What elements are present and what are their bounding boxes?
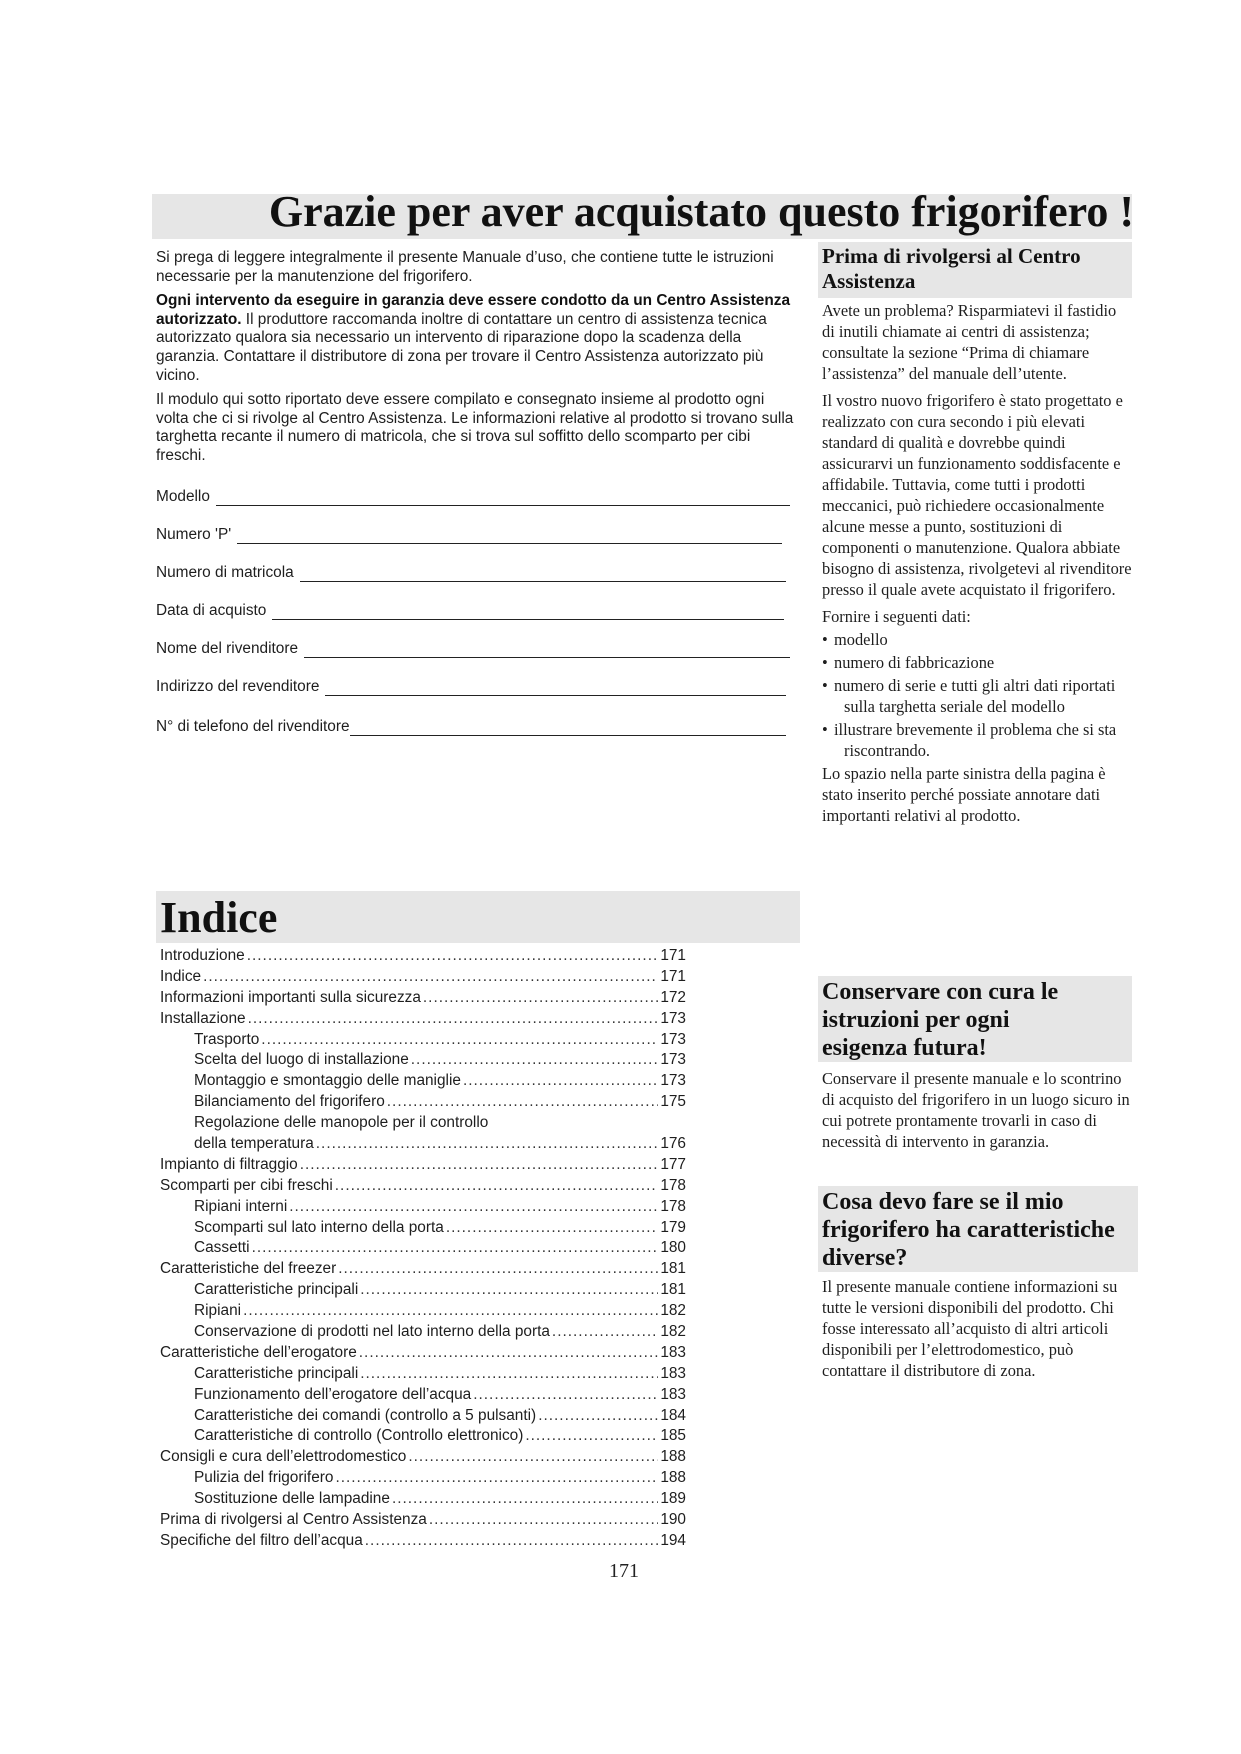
toc-entry-page: 182 xyxy=(660,1302,686,1320)
section-paragraph: Conservare il presente manuale e lo scontrino di acquisto del frigorifero in un luogo sicuro in cui potrete prontamente trovarli in caso di necessità di intervento in garanzia. xyxy=(822,1069,1130,1151)
form-label: Nome del rivenditore xyxy=(156,640,299,657)
toc-entry-label: Cassetti xyxy=(194,1239,250,1257)
toc-leader-dots xyxy=(245,947,659,965)
toc-entry-label: Caratteristiche del freezer xyxy=(160,1260,337,1278)
list-item: • modello xyxy=(822,629,1132,650)
toc-entry-page: 188 xyxy=(660,1448,686,1466)
toc-leader-dots xyxy=(357,1344,659,1362)
toc-entry-label: Caratteristiche di controllo (Controllo elettronico) xyxy=(194,1427,524,1445)
toc-leader-dots xyxy=(406,1448,658,1466)
toc-entry-page: 185 xyxy=(660,1427,686,1445)
form-field-modello xyxy=(156,486,790,506)
toc-entry-page: 183 xyxy=(660,1385,686,1403)
section-paragraph: Il vostro nuovo frigorifero è stato progettato e realizzato con cura secondo i più elevati standard di qualità e dovrebbe quindi assicurarvi un funzionamento soddisfacente e affidabile. Tuttavia, come tutti i prodotti meccanici, può richiedere occasionalmente alcune messe a punto, sostituzioni di componenti o manutenzione. Qualora abbiate bisogno di assistenza, rivolgetevi al rivenditore presso il quale avete acquistato il frigorifero. xyxy=(822,391,1132,599)
toc-entry-label: Montaggio e smontaggio delle maniglie xyxy=(194,1072,461,1090)
toc-entry xyxy=(160,989,686,1010)
toc-entry-page: 171 xyxy=(660,967,686,985)
form-label: Data di acquisto xyxy=(156,602,267,619)
toc-entry xyxy=(160,1511,686,1532)
form-field-telefono-rivenditore xyxy=(156,716,786,736)
toc-entry-label: Impianto di filtraggio xyxy=(160,1155,298,1173)
toc-entry-page: 173 xyxy=(660,1051,686,1069)
toc-entry-page: 179 xyxy=(660,1218,686,1236)
toc-entry-label: Ripiani interni xyxy=(194,1197,288,1215)
toc-leader-dots xyxy=(421,989,658,1007)
intro-paragraph-2 xyxy=(156,292,796,385)
toc-leader-dots xyxy=(358,1365,658,1383)
toc-entry xyxy=(160,1051,686,1072)
toc-leader-dots xyxy=(444,1219,659,1237)
section-paragraph: Fornire i seguenti dati: xyxy=(822,607,971,626)
toc-entry-page: 183 xyxy=(660,1343,686,1361)
toc-entry-label: Informazioni importanti sulla sicurezza xyxy=(160,988,421,1006)
toc-entry xyxy=(160,1010,686,1031)
section-paragraph: Lo spazio nella parte sinistra della pagina è stato inserito perché possiate annotare dati importanti relativi al prodotto. xyxy=(822,764,1106,825)
intro-paragraph-1: Si prega di leggere integralmente il presente Manuale d’uso, che contiene tutte le istruzioni necessarie per la manutenzione del frigorifero. xyxy=(156,249,774,285)
toc-entry-page: 172 xyxy=(660,988,686,1006)
toc-entry xyxy=(160,1407,686,1428)
toc-entry-page: 189 xyxy=(660,1490,686,1508)
toc-entry-page: 176 xyxy=(660,1135,686,1153)
section-heading-centro-assistenza: Prima di rivolgersi al Centro Assistenza xyxy=(818,242,1132,298)
section-heading-conservare: Conservare con cura le istruzioni per ogni esigenza futura! xyxy=(818,976,1132,1062)
toc-entry-label: Caratteristiche principali xyxy=(194,1364,359,1382)
page-number: 171 xyxy=(609,1560,639,1582)
toc-entry-label: Scelta del luogo di installazione xyxy=(194,1051,409,1069)
table-of-contents xyxy=(160,947,686,1553)
toc-leader-dots xyxy=(333,1469,658,1487)
toc-entry-page: 173 xyxy=(660,1009,686,1027)
toc-entry xyxy=(160,1135,686,1156)
toc-leader-dots xyxy=(336,1260,658,1278)
toc-entry xyxy=(160,1031,686,1052)
section-caratteristiche xyxy=(822,1276,1132,1387)
toc-leader-dots xyxy=(390,1490,658,1508)
section-paragraph: Avete un problema? Risparmiatevi il fastidio di inutili chiamate ai centri di assistenza; consultate la sezione “Prima di chiamare l’assistenza” del manuale dell’utente. xyxy=(822,301,1117,383)
bullet-icon: • xyxy=(822,720,828,739)
toc-entry-label: Bilanciamento del frigorifero xyxy=(194,1093,385,1111)
toc-leader-dots xyxy=(363,1532,659,1550)
toc-entry xyxy=(160,1427,686,1448)
toc-leader-dots xyxy=(250,1239,659,1257)
form-input-line[interactable] xyxy=(237,529,782,544)
toc-entry-page: 178 xyxy=(660,1197,686,1215)
toc-leader-dots xyxy=(536,1407,658,1425)
toc-entry-label: Installazione xyxy=(160,1009,246,1027)
form-input-line[interactable] xyxy=(304,643,790,658)
toc-entry-page: 180 xyxy=(660,1239,686,1257)
toc-entry-label: Caratteristiche dei comandi (controllo a 5 pulsanti) xyxy=(194,1406,537,1424)
toc-entry xyxy=(160,1260,686,1281)
form-input-line[interactable] xyxy=(300,567,786,582)
toc-entry-page: 183 xyxy=(660,1364,686,1382)
intro-section xyxy=(156,249,796,472)
form-field-data-acquisto xyxy=(156,600,784,620)
section-paragraph: Il presente manuale contiene informazioni su tutte le versioni disponibili del prodotto. Chi fosse interessato all’acquisto di altri articoli disponibili per l’elettrodomestico, può contattare il distributore di zona. xyxy=(822,1277,1118,1380)
toc-entry xyxy=(160,1386,686,1407)
list-item: • numero di serie e tutti gli altri dati riportati sulla targhetta seriale del modello xyxy=(822,675,1132,717)
toc-entry-page: 181 xyxy=(660,1281,686,1299)
toc-entry-page: 181 xyxy=(660,1260,686,1278)
toc-leader-dots xyxy=(358,1281,658,1299)
toc-entry-label: Trasporto xyxy=(194,1030,260,1048)
toc-entry xyxy=(160,1219,686,1240)
toc-entry-label: Introduzione xyxy=(160,947,245,964)
toc-entry xyxy=(160,968,686,989)
toc-entry-label: Regolazione delle manopole per il controllo xyxy=(194,1114,489,1132)
toc-leader-dots xyxy=(314,1135,659,1153)
toc-entry xyxy=(160,1344,686,1365)
toc-entry-page: 173 xyxy=(660,1072,686,1090)
toc-entry xyxy=(160,1093,686,1114)
toc-entry-label: Caratteristiche dell’erogatore xyxy=(160,1343,357,1361)
toc-entry-label: Caratteristiche principali xyxy=(194,1281,359,1299)
form-input-line[interactable] xyxy=(350,721,786,736)
toc-entry-label: Sostituzione delle lampadine xyxy=(194,1490,390,1508)
section-centro-assistenza xyxy=(822,300,1132,832)
toc-entry-label: Pulizia del frigorifero xyxy=(194,1469,334,1487)
data-list xyxy=(822,629,1132,761)
warranty-notice: Ogni intervento da eseguire in garanzia deve essere condotto da un Centro Assistenza autorizzato. xyxy=(156,292,791,328)
toc-entry-page: 175 xyxy=(660,1093,686,1111)
toc-entry xyxy=(160,1365,686,1386)
form-input-line[interactable] xyxy=(272,605,784,620)
section-heading-caratteristiche: Cosa devo fare se il mio frigorifero ha caratteristiche diverse? xyxy=(818,1186,1138,1272)
toc-entry xyxy=(160,1177,686,1198)
section-conservare xyxy=(822,1068,1132,1158)
toc-entry-label: Funzionamento dell’erogatore dell’acqua xyxy=(194,1385,472,1403)
toc-entry xyxy=(160,1114,686,1135)
toc-entry xyxy=(160,1198,686,1219)
form-label: N° di telefono del rivenditore xyxy=(156,718,350,735)
toc-leader-dots xyxy=(246,1010,659,1028)
toc-entry-label: della temperatura xyxy=(194,1135,314,1153)
toc-entry-page: 171 xyxy=(660,947,686,964)
toc-leader-dots xyxy=(333,1177,659,1195)
toc-leader-dots xyxy=(427,1511,658,1529)
toc-entry-label: Ripiani xyxy=(194,1302,242,1320)
toc-entry-page: 184 xyxy=(660,1406,686,1424)
bullet-icon: • xyxy=(822,630,828,649)
form-label: Numero di matricola xyxy=(156,564,294,581)
toc-leader-dots xyxy=(298,1156,659,1174)
intro-paragraph-2-rest: Il produttore raccomanda inoltre di contattare un centro di assistenza tecnica autorizzato qualora sia necessario un intervento di riparazione dopo la scadenza della garanzia. Contattare il distributore di zona per trovare il Centro Assistenza autorizzato più vicino. xyxy=(156,310,767,384)
form-label: Indirizzo del revenditore xyxy=(156,678,320,695)
toc-entry xyxy=(160,1072,686,1093)
toc-entry xyxy=(160,1448,686,1469)
form-input-line[interactable] xyxy=(216,491,790,506)
toc-entry xyxy=(160,1302,686,1323)
toc-entry-page: 194 xyxy=(660,1531,686,1549)
toc-entry-label: Scomparti per cibi freschi xyxy=(160,1176,333,1194)
toc-leader-dots xyxy=(259,1031,658,1049)
toc-leader-dots xyxy=(550,1323,658,1341)
toc-entry-page: 178 xyxy=(660,1176,686,1194)
toc-entry xyxy=(160,947,686,968)
toc-entry xyxy=(160,1532,686,1553)
toc-entry xyxy=(160,1490,686,1511)
toc-leader-dots xyxy=(461,1072,658,1090)
toc-leader-dots xyxy=(385,1093,659,1111)
toc-entry-page: 188 xyxy=(660,1469,686,1487)
page-title: Grazie per aver acquistato questo frigorifero ! xyxy=(268,187,1134,236)
toc-entry xyxy=(160,1239,686,1260)
form-input-line[interactable] xyxy=(325,681,786,696)
form-field-numero-p xyxy=(156,524,782,544)
toc-entry xyxy=(160,1281,686,1302)
list-item: • illustrare brevemente il problema che si sta riscontrando. xyxy=(822,719,1132,761)
toc-leader-dots xyxy=(201,968,658,986)
form-field-indirizzo-rivenditore xyxy=(156,676,786,696)
toc-leader-dots xyxy=(523,1427,658,1445)
toc-leader-dots xyxy=(287,1198,658,1216)
toc-entry-label: Prima di rivolgersi al Centro Assistenza xyxy=(160,1511,427,1529)
toc-entry-page: 190 xyxy=(660,1511,686,1529)
toc-leader-dots xyxy=(409,1051,659,1069)
intro-paragraph-3: Il modulo qui sotto riportato deve essere compilato e consegnato insieme al prodotto ogni volta che ci si rivolge al Centro Assistenza. Le informazioni relative al prodotto si trovano sulla targhetta recante il numero di matricola, che si trova sul soffitto dello scomparto per cibi freschi. xyxy=(156,391,794,464)
toc-entry-label: Indice xyxy=(160,967,202,985)
toc-entry-page: 173 xyxy=(660,1030,686,1048)
bullet-icon: • xyxy=(822,676,828,695)
toc-entry-label: Consigli e cura dell’elettrodomestico xyxy=(160,1448,407,1466)
form-field-nome-rivenditore xyxy=(156,638,790,658)
list-item: • numero di fabbricazione xyxy=(822,652,1132,673)
toc-leader-dots xyxy=(241,1302,658,1320)
toc-leader-dots xyxy=(471,1386,658,1404)
bullet-icon: • xyxy=(822,653,828,672)
form-field-numero-matricola xyxy=(156,562,786,582)
form-label: Numero 'P' xyxy=(156,526,232,543)
toc-entry-label: Specifiche del filtro dell’acqua xyxy=(160,1531,363,1549)
toc-entry-page: 177 xyxy=(660,1155,686,1173)
form-label: Modello xyxy=(156,488,210,505)
toc-entry-page: 182 xyxy=(660,1323,686,1341)
toc-entry-label: Conservazione di prodotti nel lato interno della porta xyxy=(194,1323,550,1341)
toc-entry-label: Scomparti sul lato interno della porta xyxy=(194,1218,444,1236)
indice-title: Indice xyxy=(160,893,278,942)
toc-entry xyxy=(160,1469,686,1490)
toc-entry xyxy=(160,1156,686,1177)
toc-entry xyxy=(160,1323,686,1344)
